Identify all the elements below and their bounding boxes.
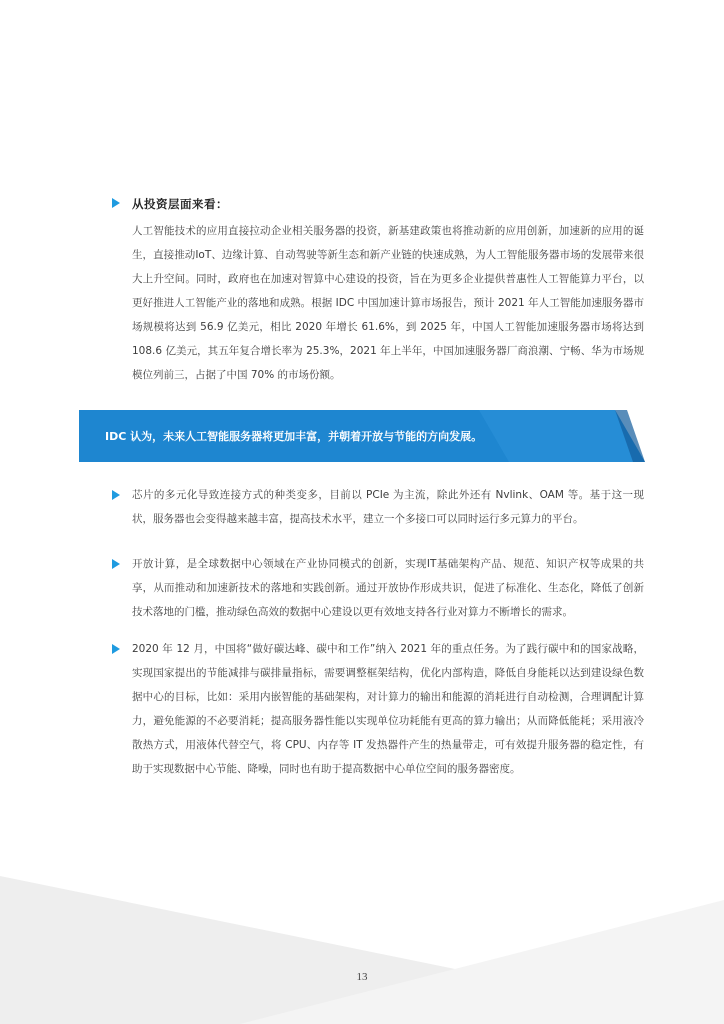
banner-text: IDC 认为，未来人工智能服务器将更加丰富，并朝着开放与节能的方向发展。 (105, 430, 483, 443)
bullet-arrow-icon (112, 198, 120, 208)
bullet-arrow-icon (112, 644, 120, 654)
footer-background (0, 840, 724, 1024)
bullet-arrow-icon (112, 490, 120, 500)
section-heading: 从投资层面来看： (132, 197, 228, 211)
page-number: 13 (356, 971, 368, 983)
list-item: 2020 年 12 月，中国将“做好碳达峰、碳中和工作”纳入 2021 年的重点任务。为了践行碳中和的国家战略，实现国家提出的节能减排与碳排量指标，需要调整框架结构，优化内部构造，降低自身能耗以达到建设绿色数据中心的目标，比如：采用内嵌智能的基础架构，对计算力的输出和能源的消耗进行自动检测，合理调配计算力，避免能源的不必要消耗；提高服务器性能以实现单位功耗能有更高的算力输出；从而降低能耗；采用液冷散热方式，用液体代替空气，将 CPU、内存等 IT 发热器件产生的热量带走，可有效提升服务器的稳定性，有助于实现数据中心节能、降噪，同时也有助于提高数据中心单位空间的服务器密度。 (132, 643, 644, 775)
list-item: 芯片的多元化导致连接方式的种类变多，目前以 PCIe 为主流，除此外还有 Nvlink、OAM 等。基于这一现状，服务器也会变得越来越丰富，提高技术水平，建立一个多接口可以同时运行多元算力的平台。 (132, 489, 644, 525)
bullet-arrow-icon (112, 559, 120, 569)
list-item: 开放计算，是全球数据中心领域在产业协同模式的创新，实现IT基础架构产品、规范、知识产权等成果的共享，从而推动和加速新技术的落地和实践创新。通过开放协作形成共识，促进了标准化、生态化，降低了创新技术落地的门槛，推动绿色高效的数据中心建设以更有效地支持各行业对算力不断增长的需求。 (132, 558, 644, 618)
callout-banner (79, 410, 645, 462)
investment-paragraph: 人工智能技术的应用直接拉动企业相关服务器的投资，新基建政策也将推动新的应用创新，加速新的应用的诞生，直接推动IoT、边缘计算、自动驾驶等新生态和新产业链的快速成熟，为人工智能服务器市场的发展带来很大上升空间。同时，政府也在加速对智算中心建设的投资，旨在为更多企业提供普惠性人工智能算力平台，以更好推进人工智能产业的落地和成熟。根据 IDC 中国加速计算市场报告，预计 2021 年人工智能加速服务器市场规模将达到 56.9 亿美元，相比 2020 年增长 61.6%，到 2025 年，中国人工智能加速服务器市场将达到 108.6 亿美元，其五年复合增长率为 25.3%，2021 年上半年，中国加速服务器厂商浪潮、宁畅、华为市场规模位列前三，占据了中国 70% 的市场份额。 (132, 225, 644, 381)
